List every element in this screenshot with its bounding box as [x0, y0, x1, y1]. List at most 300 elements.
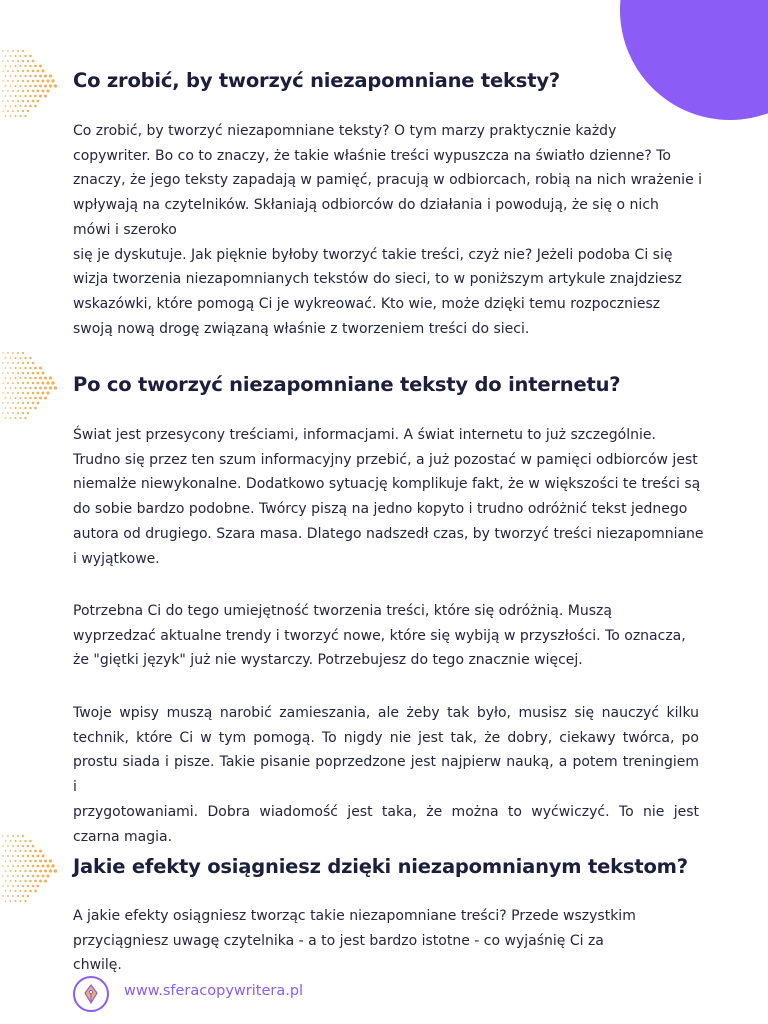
decoration-dot [2, 50, 3, 51]
decoration-dot [42, 80, 45, 83]
decoration-dot [49, 376, 52, 379]
decoration-dot [32, 90, 35, 93]
decoration-dot [5, 377, 7, 379]
decoration-dot [5, 115, 7, 117]
text-line: wizja tworzenia niezapomnianych tekstów do sieci, to w poniższym artykule znajdziesz [73, 271, 682, 288]
decorative-circle [620, 0, 768, 120]
decoration-dot [39, 870, 42, 873]
decoration-dot [29, 870, 32, 873]
decoration-dot [19, 850, 21, 852]
decoration-dot [2, 352, 3, 353]
decoration-dot [29, 55, 32, 58]
decoration-dot [22, 845, 24, 847]
decoration-dot [2, 392, 3, 393]
decoration-dot [22, 835, 24, 837]
decoration-dot [34, 387, 37, 390]
decoration-dot [15, 367, 17, 369]
decoration-dot [12, 372, 14, 374]
decoration-dot [34, 850, 37, 853]
decoration-dot [15, 407, 17, 409]
decoration-dot [19, 407, 21, 409]
text-line: wyprzedzać aktualne trendy i tworzyć nowe, które się wybiją w przyszłości. To oznacza, [73, 627, 686, 644]
decoration-dot [12, 895, 14, 897]
decoration-dot [24, 880, 26, 882]
decoration-dot [5, 387, 7, 389]
dot-pattern-decoration [0, 833, 64, 903]
decoration-dot [10, 367, 12, 369]
decoration-dot [19, 75, 21, 77]
text-line: do sobie bardzo podobne. Twórcy piszą na jedno kopyto i trudno odróżnić tekst jednego [73, 501, 688, 518]
decoration-dot [5, 85, 7, 87]
text-line: Co zrobić, by tworzyć niezapomniane teksty? O tym marzy praktycznie każdy [73, 123, 617, 139]
decoration-dot [24, 85, 26, 87]
decoration-dot [5, 397, 7, 399]
decoration-dot [12, 392, 14, 394]
decoration-dot [27, 845, 29, 847]
text-line: copywriter. Bo co to znaczy, że takie właśnie treści wypuszcza na światło dzienne? To [73, 147, 671, 164]
decoration-dot [24, 105, 26, 107]
decoration-dot [2, 100, 3, 101]
decoration-dot [39, 65, 42, 68]
decoration-dot [29, 75, 32, 78]
decoration-dot [24, 75, 26, 77]
decoration-dot [44, 879, 47, 882]
decoration-dot [24, 870, 26, 872]
decoration-dot [42, 865, 45, 868]
decoration-dot [10, 880, 12, 882]
decoration-dot [29, 860, 32, 863]
paragraph [73, 119, 703, 341]
decoration-dot [22, 80, 24, 82]
decoration-dot [24, 367, 26, 369]
decoration-dot [7, 372, 9, 374]
decoration-dot [37, 70, 40, 73]
decoration-dot [17, 382, 19, 384]
paragraph [73, 904, 699, 978]
decoration-dot [19, 85, 21, 87]
decoration-dot [19, 900, 21, 902]
decoration-dot [5, 357, 7, 359]
decoration-dot [10, 357, 12, 359]
decoration-dot [12, 362, 14, 364]
decoration-dot [2, 855, 3, 856]
decoration-dot [32, 865, 35, 868]
decoration-dot [19, 880, 21, 882]
decoration-dot [37, 855, 40, 858]
decoration-dot [10, 417, 12, 419]
decoration-dot [39, 860, 42, 863]
decoration-dot [17, 835, 19, 837]
decoration-dot [32, 402, 35, 405]
decoration-dot [37, 80, 40, 83]
decoration-dot [34, 105, 37, 108]
section-heading: Po co tworzyć niezapomniane teksty do internetu? [73, 373, 621, 396]
decoration-dot [7, 402, 9, 404]
decoration-dot [17, 60, 19, 62]
decoration-dot [24, 95, 26, 97]
decoration-dot [7, 90, 9, 92]
decoration-dot [19, 387, 21, 389]
decoration-dot [49, 869, 52, 872]
decoration-dot [15, 860, 17, 862]
text-line: swoją nową drogę związaną właśnie z tworzeniem treści do sieci. [73, 320, 530, 337]
decoration-dot [42, 382, 45, 385]
decoration-dot [27, 885, 29, 887]
text-line: mówi i szeroko [73, 221, 177, 238]
decoration-dot [24, 407, 26, 409]
decoration-dot [39, 880, 42, 883]
decoration-dot [2, 885, 3, 886]
decoration-dot [15, 840, 17, 842]
text-line: wpływają na czytelników. Skłaniają odbiorców do działania i powodują, że się o nich [73, 197, 659, 214]
text-line: Twoje wpisy muszą narobić zamieszania, ale żeby tak było, musisz się nauczyć kilku [73, 705, 699, 721]
text-line: technik, które Ci w tym pomogą. To nigdy nie jest tak, że dobry, ciekawy twórca, po [73, 729, 699, 746]
decoration-dot [5, 65, 7, 67]
decoration-dot [32, 80, 35, 83]
decoration-dot [22, 352, 24, 354]
section-heading: Jakie efekty osiągniesz dzięki niezapomnianym tekstom? [73, 855, 688, 878]
decoration-dot [39, 367, 42, 370]
decoration-dot [10, 95, 12, 97]
decoration-dot [39, 850, 42, 853]
decoration-dot [32, 372, 35, 375]
decoration-dot [34, 860, 37, 863]
decoration-dot [34, 890, 37, 893]
text-line: niemalże niewykonalne. Dodatkowo sytuację komplikuje fakt, że w większości te treści są [73, 476, 701, 493]
decoration-dot [32, 382, 35, 385]
paragraph [73, 599, 699, 673]
decoration-dot [42, 875, 45, 878]
decoration-dot [2, 60, 3, 61]
decoration-dot [15, 357, 17, 359]
decoration-dot [27, 80, 29, 82]
decoration-dot [12, 90, 14, 92]
decoration-dot [37, 392, 40, 395]
decoration-dot [7, 895, 9, 897]
decoration-dot [37, 382, 40, 385]
decoration-dot [2, 372, 3, 373]
decoration-dot [7, 362, 9, 364]
decoration-dot [17, 50, 19, 52]
decoration-dot [34, 95, 37, 98]
decoration-dot [5, 890, 7, 892]
decoration-dot [24, 860, 26, 862]
decoration-dot [5, 900, 7, 902]
decoration-dot [12, 402, 14, 404]
decoration-dot [17, 90, 19, 92]
decoration-dot [29, 397, 32, 400]
decoration-dot [24, 115, 26, 117]
website-link[interactable]: www.sferacopywritera.pl [124, 983, 304, 999]
decoration-dot [15, 115, 17, 117]
decoration-dot [22, 60, 24, 62]
decoration-dot [12, 70, 14, 72]
decoration-dot [15, 75, 17, 77]
decoration-dot [17, 865, 19, 867]
decoration-dot [22, 70, 24, 72]
decoration-dot [46, 89, 49, 92]
decoration-dot [32, 60, 35, 63]
decoration-dot [27, 895, 29, 897]
dot-pattern-decoration [0, 48, 64, 118]
decoration-dot [15, 870, 17, 872]
decoration-dot [12, 60, 14, 62]
decoration-dot [29, 377, 32, 380]
text-line: Świat jest przesycony treściami, informacjami. A świat internetu to już szczególnie. [73, 427, 656, 443]
decoration-dot [10, 407, 12, 409]
decoration-dot [10, 387, 12, 389]
decoration-dot [10, 55, 12, 57]
decoration-dot [22, 392, 24, 394]
decoration-dot [15, 65, 17, 67]
decoration-dot [34, 870, 37, 873]
decoration-dot [2, 70, 3, 71]
decoration-dot [2, 875, 3, 876]
decoration-dot [2, 110, 3, 111]
decoration-dot [44, 84, 47, 87]
decoration-dot [54, 869, 57, 872]
decoration-dot [22, 362, 24, 364]
decoration-dot [37, 100, 40, 103]
decoration-dot [2, 80, 3, 81]
decoration-dot [29, 890, 32, 893]
decoration-dot [12, 50, 14, 52]
decoration-dot [32, 885, 35, 888]
decoration-dot [42, 90, 45, 93]
decoration-dot [29, 387, 32, 390]
decoration-dot [39, 95, 42, 98]
decoration-dot [22, 100, 24, 102]
decoration-dot [39, 377, 42, 380]
decoration-dot [17, 70, 19, 72]
decoration-dot [15, 417, 17, 419]
decoration-dot [39, 75, 42, 78]
decoration-dot [10, 105, 12, 107]
decoration-dot [10, 860, 12, 862]
decoration-dot [22, 110, 24, 112]
decoration-dot [19, 95, 21, 97]
text-line: się je dyskutuje. Jak pięknie byłoby tworzyć takie treści, czyż nie? Jeżeli podoba Ci się [73, 246, 673, 263]
decoration-dot [27, 70, 29, 72]
text-line: chwilę. [73, 957, 122, 974]
text-line: wskazówki, które pomogą Ci je wykreować. Kto wie, może dzięki temu rozpoczniesz [73, 295, 661, 312]
decoration-dot [2, 412, 3, 413]
decoration-dot [12, 845, 14, 847]
decoration-dot [27, 412, 29, 414]
decoration-dot [29, 105, 32, 108]
decoration-dot [29, 65, 32, 68]
decoration-dot [34, 85, 37, 88]
decoration-dot [46, 874, 49, 877]
decoration-dot [42, 392, 45, 395]
decoration-dot [27, 402, 29, 404]
decoration-dot [19, 65, 21, 67]
decoration-dot [7, 382, 9, 384]
decoration-dot [12, 412, 14, 414]
decoration-dot [24, 417, 26, 419]
decoration-dot [24, 377, 26, 379]
decoration-dot [5, 75, 7, 77]
decoration-dot [5, 840, 7, 842]
decoration-dot [10, 397, 12, 399]
decoration-dot [12, 855, 14, 857]
decoration-dot [7, 100, 9, 102]
decoration-dot [15, 397, 17, 399]
decoration-dot [7, 865, 9, 867]
decoration-dot [54, 386, 57, 389]
decoration-dot [24, 387, 26, 389]
paragraph [73, 423, 704, 571]
decoration-dot [39, 85, 42, 88]
decoration-dot [46, 391, 49, 394]
decoration-dot [12, 110, 14, 112]
decoration-dot [7, 885, 9, 887]
decoration-dot [19, 55, 21, 57]
decoration-dot [46, 864, 49, 867]
decoration-dot [34, 367, 37, 370]
decoration-dot [15, 85, 17, 87]
text-line: Potrzebna Ci do tego umiejętność tworzenia treści, które się odróżnią. Muszą [73, 603, 612, 619]
decoration-dot [32, 845, 35, 848]
decoration-dot [37, 372, 40, 375]
decoration-dot [10, 85, 12, 87]
decoration-dot [46, 79, 49, 82]
decoration-dot [34, 65, 37, 68]
decoration-dot [22, 865, 24, 867]
decoration-dot [17, 845, 19, 847]
decoration-dot [27, 60, 29, 62]
decoration-dot [29, 407, 32, 410]
decoration-dot [19, 115, 21, 117]
decoration-dot [12, 352, 14, 354]
decoration-dot [39, 387, 42, 390]
decoration-dot [39, 397, 42, 400]
decoration-dot [44, 386, 47, 389]
decoration-dot [19, 860, 21, 862]
decoration-dot [17, 372, 19, 374]
decoration-dot [7, 875, 9, 877]
decoration-dot [22, 372, 24, 374]
decoration-dot [49, 84, 52, 87]
decoration-dot [19, 890, 21, 892]
decoration-dot [32, 875, 35, 878]
decoration-dot [7, 835, 9, 837]
decoration-dot [46, 381, 49, 384]
decoration-dot [15, 105, 17, 107]
decoration-dot [27, 100, 29, 102]
decoration-dot [22, 50, 24, 52]
decoration-dot [17, 895, 19, 897]
decoration-dot [24, 55, 26, 57]
decoration-dot [44, 376, 47, 379]
decoration-dot [12, 865, 14, 867]
decoration-dot [24, 397, 26, 399]
decoration-dot [17, 80, 19, 82]
decoration-dot [32, 855, 35, 858]
decoration-dot [10, 850, 12, 852]
decoration-dot [2, 865, 3, 866]
decoration-dot [2, 835, 3, 836]
decoration-dot [27, 855, 29, 857]
decoration-dot [32, 392, 35, 395]
decoration-dot [22, 412, 24, 414]
decoration-dot [10, 900, 12, 902]
decoration-dot [5, 95, 7, 97]
decoration-dot [5, 55, 7, 57]
decoration-dot [27, 392, 29, 394]
decoration-dot [7, 80, 9, 82]
decoration-dot [17, 855, 19, 857]
decoration-dot [27, 110, 29, 112]
decoration-dot [10, 377, 12, 379]
text-line: A jakie efekty osiągniesz tworząc takie niezapomniane treści? Przede wszystkim [73, 908, 636, 924]
decoration-dot [24, 890, 26, 892]
text-line: znaczy, że jego teksty zapadają w pamięć, pracują w odbiorcach, robią na nich wrażenie i [73, 172, 703, 189]
decoration-dot [37, 885, 40, 888]
decoration-dot [44, 869, 47, 872]
decoration-dot [34, 880, 37, 883]
decoration-dot [5, 417, 7, 419]
decoration-dot [24, 357, 26, 359]
decoration-dot [5, 880, 7, 882]
decoration-dot [34, 377, 37, 380]
decoration-dot [29, 880, 32, 883]
text-line: autora od drugiego. Szara masa. Dlatego nadszedł czas, by tworzyć treści niezapomniane [73, 525, 704, 542]
decoration-dot [42, 855, 45, 858]
decoration-dot [19, 105, 21, 107]
decoration-dot [2, 845, 3, 846]
decoration-dot [15, 890, 17, 892]
decoration-dot [24, 65, 26, 67]
decoration-dot [5, 870, 7, 872]
fountain-pen-nib-icon [73, 976, 109, 1012]
decoration-dot [34, 407, 37, 410]
decoration-dot [15, 900, 17, 902]
decoration-dot [49, 859, 52, 862]
decoration-dot [15, 55, 17, 57]
decoration-dot [27, 875, 29, 877]
decoration-dot [24, 840, 26, 842]
decoration-dot [5, 850, 7, 852]
decoration-dot [10, 65, 12, 67]
decoration-dot [19, 357, 21, 359]
text-line: przygotowaniami. Dobra wiadomość jest taka, że można to wyćwiczyć. To nie jest [73, 803, 699, 820]
decoration-dot [15, 387, 17, 389]
decoration-dot [7, 70, 9, 72]
decoration-dot [12, 80, 14, 82]
decoration-dot [22, 90, 24, 92]
decoration-dot [17, 362, 19, 364]
decoration-dot [29, 85, 32, 88]
decoration-dot [7, 855, 9, 857]
decoration-dot [15, 880, 17, 882]
decoration-dot [19, 397, 21, 399]
decoration-dot [22, 875, 24, 877]
decoration-dot [37, 90, 40, 93]
decoration-dot [27, 382, 29, 384]
decoration-dot [5, 407, 7, 409]
decoration-dot [34, 75, 37, 78]
decoration-dot [51, 381, 54, 384]
text-line: prostu siada i pisze. Takie pisanie poprzedzone jest najpierw nauką, a potem treningiem i [73, 754, 699, 796]
decoration-dot [24, 850, 26, 852]
decoration-dot [2, 895, 3, 896]
decoration-dot [17, 875, 19, 877]
decoration-dot [2, 382, 3, 383]
decoration-dot [2, 362, 3, 363]
decoration-dot [27, 362, 29, 364]
decoration-dot [2, 90, 3, 91]
